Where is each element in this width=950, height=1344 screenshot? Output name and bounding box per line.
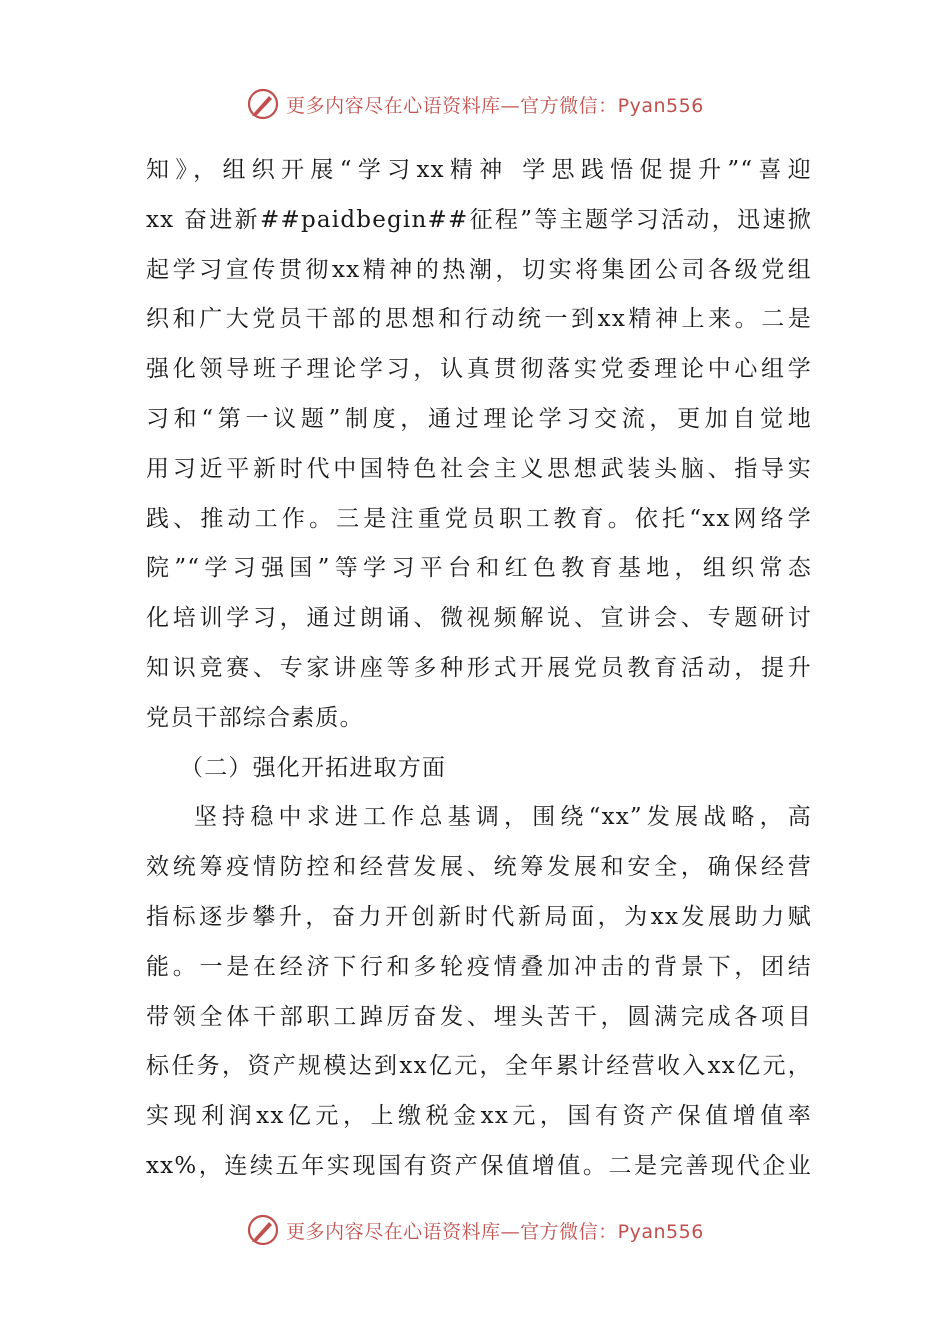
document-body [146, 146, 812, 1192]
banner-text [286, 1217, 704, 1244]
pen-seal-icon [246, 87, 280, 121]
section-heading: （二）强化开拓进取方面 [180, 754, 447, 781]
body-line: 践、推动工作。三是注重党员职工教育。依托“xx网络学 [146, 505, 812, 532]
body-line: 起学习宣传贯彻xx精神的热潮，切实将集团公司各级党组 [146, 256, 812, 283]
body-line: 知识竞赛、专家讲座等多种形式开展党员教育活动，提升 [146, 654, 812, 681]
banner-text-en: Pyan556 [617, 94, 704, 117]
banner-text-cn: 更多内容尽在心语资料库—官方微信： [286, 94, 618, 117]
body-line: 效统筹疫情防控和经营发展、统筹发展和安全，确保经营 [146, 854, 812, 881]
banner-text [286, 91, 704, 118]
footer-banner [0, 1210, 950, 1250]
body-line: 化培训学习，通过朗诵、微视频解说、宣讲会、专题研讨 [146, 605, 812, 632]
body-line: 织和广大党员干部的思想和行动统一到xx精神上来。二是 [146, 306, 812, 333]
body-line: 知》，组织开展“学习xx精神 学思践悟促提升”“喜迎 [146, 157, 812, 183]
body-line: 习和“第一议题”制度，通过理论学习交流，更加自觉地 [146, 405, 812, 432]
body-line: 用习近平新时代中国特色社会主义思想武装头脑、指导实 [146, 455, 812, 482]
body-line: xx 奋进新##paidbegin##征程”等主题学习活动，迅速掀 [146, 206, 812, 233]
body-line: 院”“学习强国”等学习平台和红色教育基地，组织常态 [146, 555, 812, 582]
body-line: 强化领导班子理论学习，认真贯彻落实党委理论中心组学 [146, 356, 812, 383]
body-line: 坚持稳中求进工作总基调，围绕“xx”发展战略，高 [194, 804, 812, 831]
body-line: 党员干部综合素质。 [146, 704, 364, 731]
body-line: 标任务，资产规模达到xx亿元，全年累计经营收入xx亿元， [146, 1053, 812, 1080]
body-line: 指标逐步攀升，奋力开创新时代新局面，为xx发展助力赋 [146, 903, 812, 930]
body-line: 实现利润xx亿元，上缴税金xx元，国有资产保值增值率 [146, 1103, 812, 1130]
body-line: 能。一是在经济下行和多轮疫情叠加冲击的背景下，团结 [146, 953, 812, 980]
pen-seal-icon [246, 1213, 280, 1247]
banner-text-en: Pyan556 [617, 1220, 704, 1243]
banner-text-cn: 更多内容尽在心语资料库—官方微信： [286, 1220, 618, 1243]
header-banner [0, 84, 950, 124]
body-line: xx%，连续五年实现国有资产保值增值。二是完善现代企业 [146, 1152, 812, 1179]
body-line: 带领全体干部职工踔厉奋发、埋头苦干，圆满完成各项目 [146, 1003, 812, 1030]
